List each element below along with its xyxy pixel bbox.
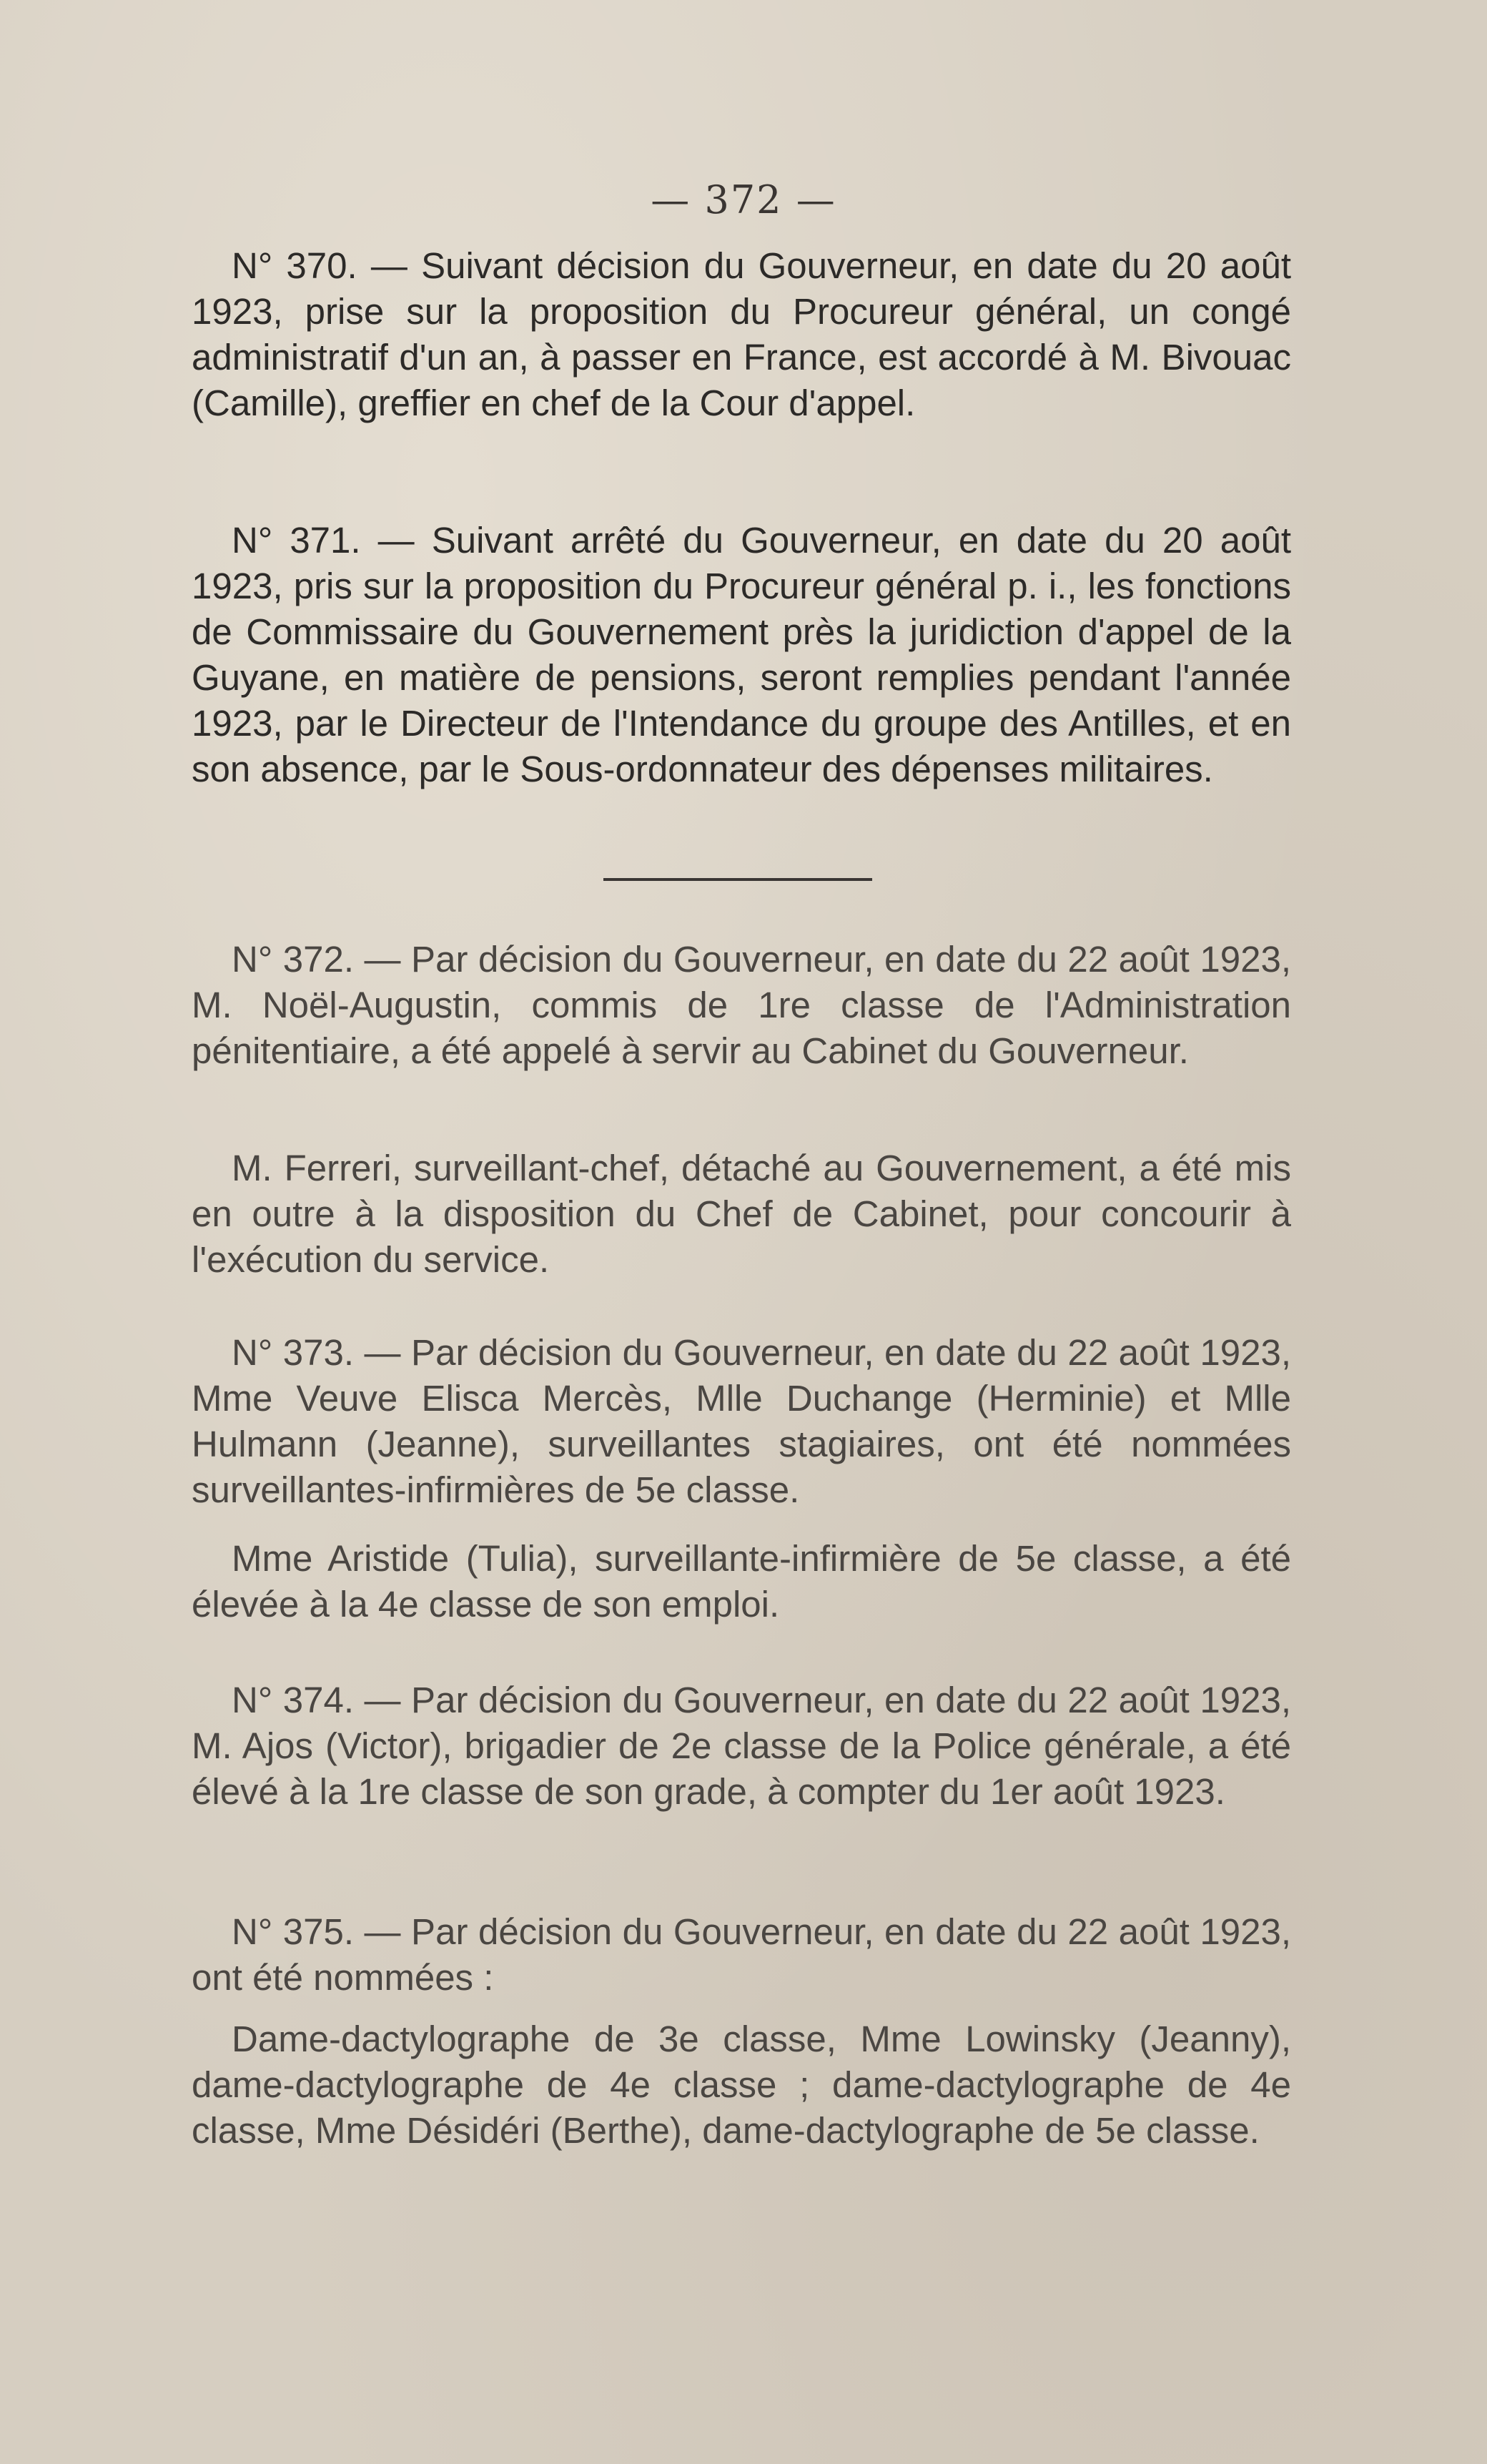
entry-371-text: N° 371. — Suivant arrêté du Gouverneur, en date du 20 août 1923, pris sur la proposition du Procureur général p. i., les fonctions de Commissaire du Gouvernement près la juridiction d'appel de la Guyane, en matière de pensions, seront remplies pendant l'année 1923, par le Directeur de l'Intendance du groupe des Antilles, et en son absence, par le Sous-ordonnateur des dépenses militaires. [192,520,1291,789]
entry-375-list-text: Dame-dactylographe de 3e classe, Mme Lowinsky (Jeanny), dame-dactylographe de 4e classe ; dame-dactylographe de 4e classe, Mme Désidéri (Berthe), dame-dactylographe de 5e classe. [192,2019,1291,2151]
entry-370 [192,243,1291,426]
section-separator [603,878,872,881]
entry-374 [192,1677,1291,1815]
entry-375-list [192,2016,1291,2154]
entry-373-text: N° 373. — Par décision du Gouverneur, en date du 22 août 1923, Mme Veuve Elisca Mercès, Mlle Duchange (Herminie) et Mlle Hulmann (Jeanne), surveillantes stagiaires, ont été nommées surveillantes-infirmières de 5e classe. [192,1332,1291,1510]
entry-372-text: N° 372. — Par décision du Gouverneur, en date du 22 août 1923, M. Noël-Augustin, commis de 1re classe de l'Administration pénitentiaire, a été appelé à servir au Cabinet du Gouverneur. [192,939,1291,1071]
entry-372 [192,937,1291,1074]
entry-375 [192,1909,1291,2001]
entry-373 [192,1330,1291,1513]
entry-370-text: N° 370. — Suivant décision du Gouverneur, en date du 20 août 1923, prise sur la proposition du Procureur général, un congé administratif d'un an, à passer en France, est accordé à M. Bivouac (Camille), greffier en chef de la Cour d'appel. [192,245,1291,423]
entry-373-addendum-text: Mme Aristide (Tulia), surveillante-infirmière de 5e classe, a été élevée à la 4e classe de son emploi. [192,1538,1291,1625]
page-number: — 372 — [651,177,836,222]
entry-373-addendum [192,1536,1291,1627]
entry-372-addendum-text: M. Ferreri, surveillant-chef, détaché au Gouvernement, a été mis en outre à la disposition du Chef de Cabinet, pour concourir à l'exécution du service. [192,1148,1291,1280]
entry-374-text: N° 374. — Par décision du Gouverneur, en date du 22 août 1923, M. Ajos (Victor), brigadier de 2e classe de la Police générale, a été élevé à la 1re classe de son grade, à compter du 1er août 1923. [192,1680,1291,1812]
entry-371 [192,518,1291,792]
entry-375-text: N° 375. — Par décision du Gouverneur, en date du 22 août 1923, ont été nommées : [192,1911,1291,1998]
entry-372-addendum [192,1145,1291,1283]
